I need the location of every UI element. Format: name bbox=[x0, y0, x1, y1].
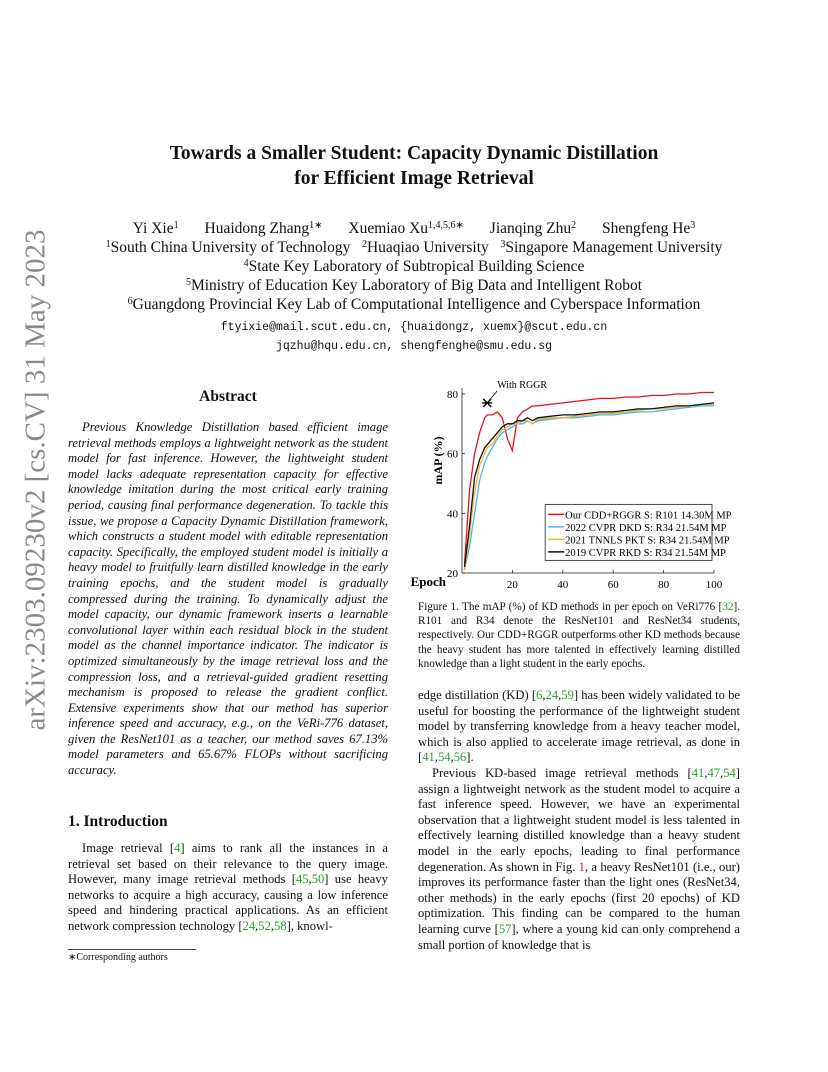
x-tick-label: 100 bbox=[705, 579, 723, 591]
arxiv-id: arXiv:2303.09230v2 [cs.CV] 31 May 2023 bbox=[19, 229, 52, 731]
y-axis-label: mAP (%) bbox=[431, 436, 445, 485]
x-tick-label: 80 bbox=[658, 579, 670, 591]
paper-title bbox=[0, 141, 828, 191]
annotation-label: With RGGR bbox=[497, 379, 548, 391]
footnote-rule bbox=[68, 949, 196, 950]
citation-link[interactable]: 24 bbox=[242, 918, 256, 933]
footnote: ∗Corresponding authors bbox=[68, 952, 168, 963]
email-line-2: jqzhu@hqu.edu.cn, shengfenghe@smu.edu.sg bbox=[275, 340, 553, 353]
citation-link[interactable]: 54 bbox=[723, 765, 736, 780]
citation-link[interactable]: 50 bbox=[311, 872, 325, 887]
author: Huaidong Zhang$^{1∗}$ bbox=[204, 220, 323, 237]
figure-1-chart bbox=[410, 379, 740, 595]
affiliation-line-3: $^5$Ministry of Education Key Laboratory of Big Data and Intelligent Robot bbox=[185, 277, 643, 294]
citation-link[interactable]: 56 bbox=[453, 750, 467, 765]
figure-ref-link[interactable]: 1 bbox=[578, 859, 585, 874]
citation-link[interactable]: 59 bbox=[561, 688, 574, 702]
citation-link[interactable]: 41 bbox=[422, 750, 435, 765]
citation-link[interactable]: 45 bbox=[295, 872, 309, 887]
citation-link[interactable]: 54 bbox=[437, 750, 451, 765]
affiliation-line-2: $^4$State Key Laboratory of Subtropical Building Science bbox=[243, 258, 585, 275]
abstract-text: Previous Knowledge Distillation based efficient image retrieval methods employs a lightweight network as the student model for fast inference. However, the lightweight student model lacks adequate representation capacity for effective knowledge imitation during the most critical early training period, causing final performance degeneration. To tackle this issue, we propose a Capacity Dynamic Distillation framework, which constructs a student model with editable representation capacity. Specifically, the employed student model is initially a heavy model to fruitfully learn distilled knowledge in the early training epochs, and the student model is gradually compressed during the training. To dynamically adjust the model capacity, our dynamic framework inserts a learnable convolutional layer within each residual block in the student model as the channel importance indicator. The indicator is optimized simultaneously by the image retrieval loss and the compression loss, and a retrieval-guided gradient resetting mechanism is proposed to release the gradient conflict. Extensive experiments show that our method has superior inference speed and accuracy, e.g., on the VeRi-776 dataset, given the ResNet101 as a teacher, our method saves 67.13% model parameters and 65.67% FLOPs without sacrificing accuracy. bbox=[68, 420, 388, 778]
citation-link[interactable]: 4 bbox=[174, 841, 181, 855]
citation-link[interactable]: 57 bbox=[498, 921, 512, 936]
legend-entry: Our CDD+RGGR S: R101 14.30M MP bbox=[565, 510, 732, 522]
author: Yi Xie$^1$ bbox=[132, 220, 179, 237]
y-tick-label: 40 bbox=[447, 508, 458, 521]
abstract-body bbox=[68, 420, 388, 779]
affiliation-line-1: $^1$South China University of Technology $^2$Huaqiao University $^3$Singapore Management University bbox=[105, 239, 723, 256]
legend-entry: 2022 CVPR DKD S: R34 21.54M MP bbox=[565, 522, 727, 534]
author: Jianqing Zhu$^2$ bbox=[489, 220, 577, 237]
citation-link[interactable]: 52 bbox=[258, 918, 271, 933]
citation-link[interactable]: 32 bbox=[722, 601, 734, 613]
figure-caption: Figure 1. The mAP (%) of KD methods in per epoch on VeRi776 [32]. R101 and R34 denote the ResNet101 and ResNet34 students, respectively. Our CDD+RGGR outperforms other KD methods because the heavy student has more talented in effectively learning distilled knowledge than a light student in the early epochs. bbox=[418, 601, 740, 670]
x-tick-label: 20 bbox=[506, 579, 518, 591]
y-tick-label: 80 bbox=[447, 388, 458, 401]
citation-link[interactable]: 41 bbox=[691, 765, 705, 780]
x-tick-label: 40 bbox=[557, 579, 569, 591]
y-tick-label: 60 bbox=[447, 448, 458, 461]
x-tick-label: 60 bbox=[607, 579, 619, 591]
right-paragraph-2: Previous KD-based image retrieval methods [41,47,54] assign a lightweight network as the student model to acquire a fast inference speed. However, we have an experimental observation that a lightweight student model is less talented in effectively learning distilled knowledge than a heavy student model in the early epochs, leading to final performance degeneration. As shown in Fig. 1, a heavy ResNet101 (i.e., our) improves its performance faster than the light ones (ResNet34, other methods) in the early epochs (first 20 epochs) of KD optimization. This finding can be compared to the human learning curve [57], where a young kid can only comprehend a small portion of knowledge that is bbox=[418, 765, 740, 952]
citation-link[interactable]: 47 bbox=[707, 765, 721, 780]
affiliation-line-4: $^6$Guangdong Provincial Key Lab of Computational Intelligence and Cyberspace Information bbox=[127, 296, 701, 313]
author: Shengfeng He$^3$ bbox=[602, 220, 696, 237]
intro-heading: 1. Introduction bbox=[68, 813, 168, 830]
legend-entry: 2019 CVPR RKD S: R34 21.54M MP bbox=[565, 547, 726, 559]
citation-link[interactable]: 24 bbox=[545, 688, 559, 702]
annotation-leader bbox=[487, 391, 497, 403]
right-paragraph-1: edge distillation (KD) [6,24,59] has been widely validated to be useful for boosting the performance of the lightweight student model by transferring knowledge from a heavy teacher model, which is also applied to accelerate image retrieval, as done in [41,54,56]. bbox=[418, 688, 740, 765]
email-line-1: ftyixie@mail.scut.edu.cn, {huaidongz, xuemx}@scut.edu.cn bbox=[220, 321, 608, 334]
author: Xuemiao $Xu^{1,4,5,6∗}$ bbox=[348, 220, 464, 237]
x-axis-label: Epoch bbox=[410, 574, 446, 589]
citation-link[interactable]: 6 bbox=[536, 688, 543, 702]
abstract-heading: Abstract bbox=[199, 388, 257, 405]
title-line-1: Towards a Smaller Student: Capacity Dynamic Distillation bbox=[169, 143, 659, 164]
author-list bbox=[0, 219, 828, 238]
intro-paragraph-1: Image retrieval [4] aims to rank all the instances in a retrieval set based on their relevance to the query image. However, many image retrieval methods [45,50] use heavy networks to acquire a high accuracy, causing a low inference speed and hindering practical applications. As an efficient network compression technology [24,52,58], knowl- bbox=[68, 841, 388, 933]
citation-link[interactable]: 58 bbox=[274, 918, 287, 933]
intro-body bbox=[68, 841, 388, 935]
legend-entry: 2021 TNNLS PKT S: R34 21.54M MP bbox=[565, 535, 730, 547]
y-tick-label: 20 bbox=[447, 568, 458, 580]
right-column-body bbox=[418, 688, 740, 953]
title-line-2: for Efficient Image Retrieval bbox=[294, 168, 534, 189]
